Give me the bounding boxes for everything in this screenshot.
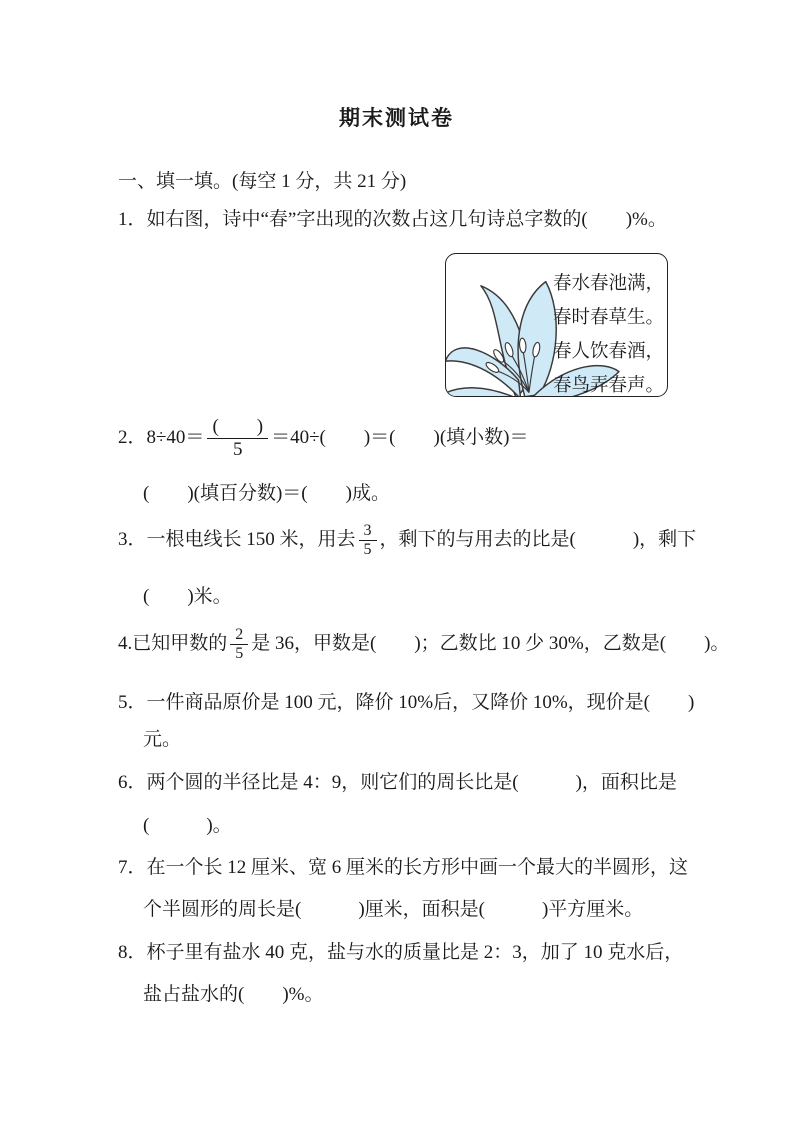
fraction-denominator: 5 [233,438,243,460]
question-5-line-2: 元。 [143,729,182,750]
poem-line-3: 春人饮春酒， [553,342,665,362]
question-1-line-1: 1．如右图，诗中“春”字出现的次数占这几句诗总字数的( )%。 [118,209,667,230]
question-3-line-1 [118,522,696,558]
question-4-prefix: 4.已知甲数的 [118,633,228,655]
poem-line-1: 春水春池满， [553,274,665,294]
question-3-suffix: ，剩下的与用去的比是( )，剩下 [379,529,697,551]
question-4-suffix: 是 36，甲数是( )；乙数比 10 少 30%，乙数是( )。 [251,633,730,655]
question-2-fraction [207,416,268,461]
question-3-prefix: 3．一根电线长 150 米，用去 [118,529,356,551]
question-2-suffix: ＝40÷( )＝( )(填小数)＝ [271,427,529,449]
fraction-denominator: 5 [235,644,244,662]
question-2-line-1 [118,416,529,461]
poem-line-4: 春鸟弄春声。 [553,376,665,396]
poem-box [445,253,668,397]
question-7-line-1: 7．在一个长 12 厘米、宽 6 厘米的长方形中画一个最大的半圆形，这 [118,857,689,878]
fraction-numerator: ( ) [207,416,268,439]
question-3-fraction [359,522,377,558]
page-title: 期末测试卷 [339,106,454,130]
fraction-numerator: 2 [230,626,248,645]
question-6-line-2: ( )。 [143,815,232,836]
question-8-line-1: 8．杯子里有盐水 40 克，盐与水的质量比是 2：3，加了 10 克水后， [118,942,684,963]
poem-line-2: 春时春草生。 [553,308,665,328]
section-heading: 一、填一填。(每空 1 分，共 21 分) [118,171,407,192]
question-8-line-2: 盐占盐水的( )%。 [143,984,324,1005]
question-4-line-1 [118,626,729,662]
poem-text [553,267,664,397]
question-7-line-2: 个半圆形的周长是( )厘米，面积是( )平方厘米。 [143,899,644,920]
question-6-line-1: 6．两个圆的半径比是 4：9，则它们的周长比是( )，面积比是 [118,772,677,793]
question-2-prefix: 2．8÷40＝ [118,427,205,449]
fraction-denominator: 5 [363,540,372,558]
question-4-fraction [230,626,248,662]
question-2-line-2: ( )(填百分数)＝( )成。 [143,483,390,504]
question-3-line-2: ( )米。 [143,586,232,607]
fraction-numerator: 3 [359,522,377,541]
question-5-line-1: 5．一件商品原价是 100 元，降价 10%后，又降价 10%，现价是( ) [118,692,695,713]
